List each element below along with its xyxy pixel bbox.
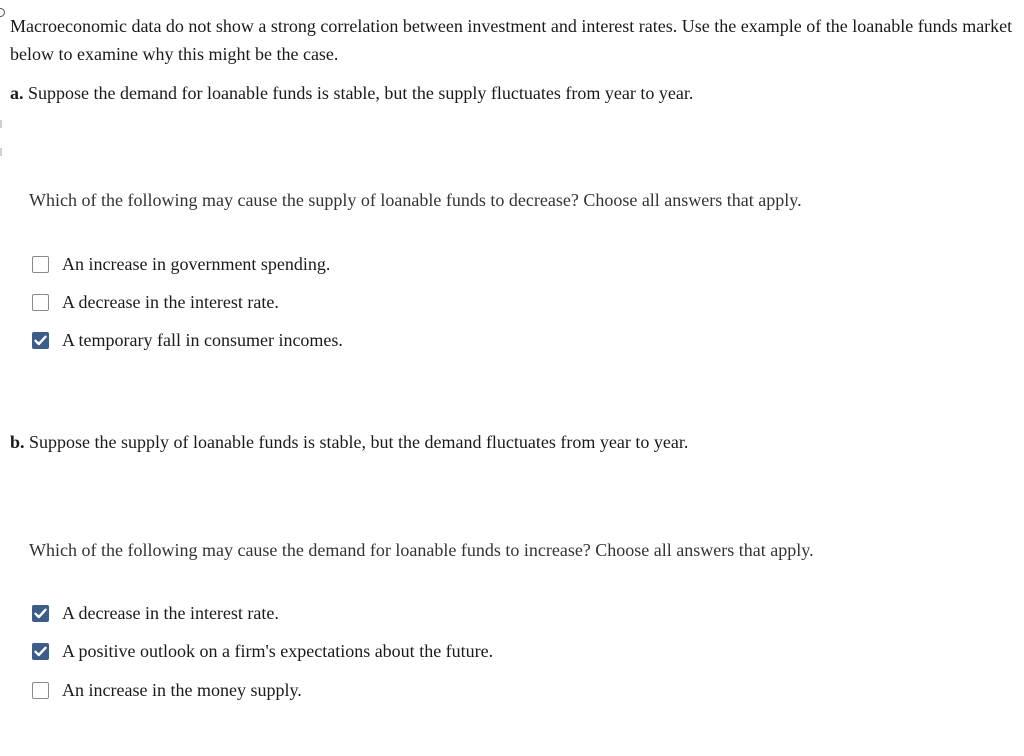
intro-text: Macroeconomic data do not show a strong correlation between investment and interest rates. Use the example of the loanable funds market below to examine why this might be the case. — [10, 16, 1013, 64]
part-a-option-3[interactable] — [32, 329, 343, 351]
checkmark-icon — [34, 646, 47, 657]
side-tick — [0, 120, 2, 128]
part-a-option-1[interactable] — [32, 253, 330, 275]
option-label: An increase in government spending. — [62, 254, 331, 274]
checkbox[interactable] — [32, 332, 49, 349]
part-a-letter: a. — [10, 83, 24, 103]
part-b-letter: b. — [10, 432, 25, 452]
checkbox[interactable] — [32, 256, 49, 273]
side-tick — [0, 148, 2, 156]
part-b-option-2[interactable] — [32, 640, 493, 662]
option-label: A decrease in the interest rate. — [62, 603, 279, 623]
checkmark-icon — [34, 608, 47, 619]
checkbox[interactable] — [32, 643, 49, 660]
checkmark-icon — [34, 335, 47, 346]
part-b-text: Suppose the supply of loanable funds is stable, but the demand fluctuates from year to year. — [24, 432, 689, 452]
corner-radio-icon — [0, 8, 5, 17]
option-label: A positive outlook on a firm's expectations about the future. — [62, 641, 494, 661]
part-b-option-3[interactable] — [32, 679, 302, 701]
part-a-text: Suppose the demand for loanable funds is stable, but the supply fluctuates from year to year. — [23, 83, 694, 103]
part-a-prompt — [10, 81, 693, 105]
part-b-prompt — [10, 430, 688, 454]
checkbox[interactable] — [32, 605, 49, 622]
option-label: A decrease in the interest rate. — [62, 292, 279, 312]
part-a-question: Which of the following may cause the supply of loanable funds to decrease? Choose all answers that apply. — [29, 190, 802, 210]
checkbox[interactable] — [32, 294, 49, 311]
part-b-question: Which of the following may cause the demand for loanable funds to increase? Choose all answers that apply. — [29, 540, 814, 560]
option-label: An increase in the money supply. — [62, 680, 302, 700]
option-label: A temporary fall in consumer incomes. — [62, 330, 343, 350]
checkbox[interactable] — [32, 682, 49, 699]
part-a-option-2[interactable] — [32, 291, 279, 313]
part-b-option-1[interactable] — [32, 602, 279, 624]
